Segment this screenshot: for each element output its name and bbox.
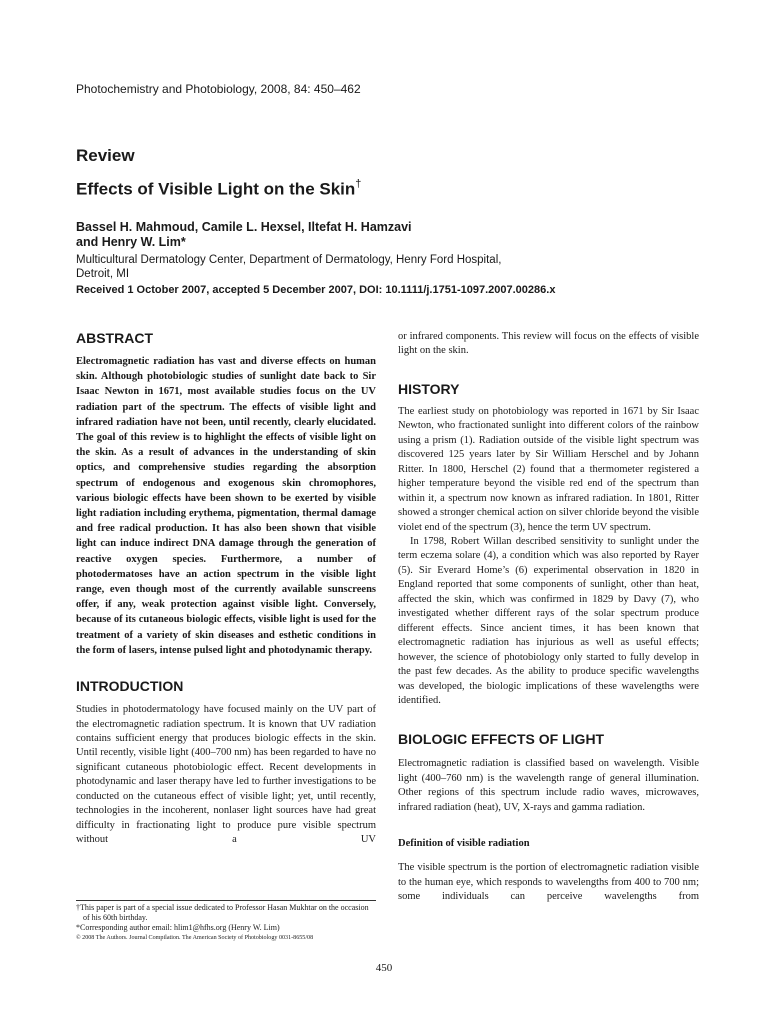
footnote-divider xyxy=(76,900,376,901)
left-column xyxy=(76,330,376,848)
history-heading: HISTORY xyxy=(398,380,460,397)
history-paragraph: The earliest study on photobiology was reported in 1671 by Sir Isaac Newton, who fractionated sunlight into different colors of the rainbow using a prism (1). Radiation outside of the visible light spectrum was discovered 125 years later by Sir William Herschel and by Johann Ritter. In 1800, Herschel (2) found that a thermometer registered a higher temperature beyond the visible red end of the spectrum than within it, a spectrum now known as infrared radiation. In 1801, Ritter showed a stronger chemical action on silver chloride beyond the visible violet end of the spectrum (3), hence the term UV spectrum. xyxy=(398,405,699,533)
introduction-text: Studies in photodermatology have focused mainly on the UV part of the electromagnetic radiation spectrum. It is known that UV radiation contains sufficient energy that produces biologic effects in the skin. Until recently, visible light (400–700 nm) has been regarded to have no significant cutaneous photobiologic effect. Recent developments in photodynamic and laser therapy have led to further investigations to be conducted on the cutaneous effect of visible light; yet, until recently, technologies in the incoherent, nonlaser light sources have had great difficulty in fractionating light to produce pure visible spectrum without a UV xyxy=(76,704,376,846)
definition-subheading: Definition of visible radiation xyxy=(398,838,530,850)
introduction-heading: INTRODUCTION xyxy=(76,678,184,695)
author-list xyxy=(76,220,516,250)
article-title xyxy=(76,179,361,200)
authors-line: and Henry W. Lim* xyxy=(76,235,186,249)
article-title-text: Effects of Visible Light on the Skin xyxy=(76,179,356,199)
journal-citation: Photochemistry and Photobiology, 2008, 84: 450–462 xyxy=(76,82,361,96)
history-paragraph: In 1798, Robert Willan described sensitivity to sunlight under the term eczema solare (4), a condition which was also reported by Rayer (5). Sir Everard Home’s (6) experimental observation in 1820 in England reported that some components of sunlight, other than heat, affected the skin, which was confirmed in 1829 by Davy (7), who investigated whether different rays of the solar spectrum produce different effects. Since ancient times, it has been known that electromagnetic radiation has injurious as well as useful effects; however, the science of photobiology only started to fully develop in the past few decades. As the ability to produce specific wavelengths was developed, the biologic implications of these wavelengths were identified. xyxy=(398,535,699,706)
definition-text: The visible spectrum is the portion of electromagnetic radiation visible to the human eye, which responds to wavelengths from 400 to 700 nm; some individuals can perceive wavelengths from xyxy=(398,862,699,903)
page-number: 450 xyxy=(375,962,393,974)
received-dates: Received 1 October 2007, accepted 5 December 2007, DOI: 10.1111/j.1751-1097.2007.00286.x xyxy=(76,284,556,296)
corresponding-author-footnote: *Corresponding author email: hlim1@hfhs.org (Henry W. Lim) xyxy=(76,923,280,933)
biologic-effects-heading: BIOLOGIC EFFECTS OF LIGHT xyxy=(398,731,605,748)
title-footnote-mark: † xyxy=(355,178,362,190)
right-column xyxy=(398,330,699,905)
affiliation xyxy=(76,253,536,281)
section-label: Review xyxy=(76,146,135,165)
affiliation-line: Detroit, MI xyxy=(76,268,130,280)
footnotes xyxy=(76,903,376,943)
authors-line: Bassel H. Mahmoud, Camile L. Hexsel, Iltefat H. Hamzavi xyxy=(76,220,412,234)
abstract-text: Electromagnetic radiation has vast and diverse effects on human skin. Although photobiologic studies of sunlight date back to Sir Isaac Newton in 1671, most available studies focus on the UV radiation part of the spectrum. The effects of visible light and infrared radiation have not been, until recently, clearly elucidated. The goal of this review is to highlight the effects of visible light on the skin. As a result of advances in the understanding of skin optics, and comprehensive studies regarding the absorption spectrum of endogenous and exogenous skin chromophores, various biologic effects have been shown to be exerted by visible light radiation including erythema, pigmentation, thermal damage and free radical production. It has also been shown that visible light can induce indirect DNA damage through the generation of reactive oxygen species. Furthermore, a number of photodermatoses have an action spectrum in the visible light range, even though most of the currently available sunscreens offer, if any, weak protection against visible light. Conversely, because of its cutaneous biologic effects, visible light is used for the treatment of a variety of skin diseases and esthetic conditions in the form of lasers, intense pulsed light and photodynamic therapy. xyxy=(76,356,376,656)
introduction-continuation: or infrared components. This review will focus on the effects of visible light on the skin. xyxy=(398,331,699,357)
affiliation-line: Multicultural Dermatology Center, Department of Dermatology, Henry Ford Hospital, xyxy=(76,254,502,266)
biologic-effects-text: Electromagnetic radiation is classified based on wavelength. Visible light (400–760 nm) is the wavelength range of general illumination. Other regions of this spectrum include radio waves, microwaves, infrared radiation (heat), UV, X-rays and gamma radiation. xyxy=(398,758,699,813)
copyright-line: © 2008 The Authors. Journal Compilation. The American Society of Photobiology 0031-8655/08 xyxy=(76,934,314,941)
dedication-footnote: †This paper is part of a special issue dedicated to Professor Hasan Mukhtar on the occasion of his 60th birthday. xyxy=(76,903,369,923)
abstract-heading: ABSTRACT xyxy=(76,330,153,346)
